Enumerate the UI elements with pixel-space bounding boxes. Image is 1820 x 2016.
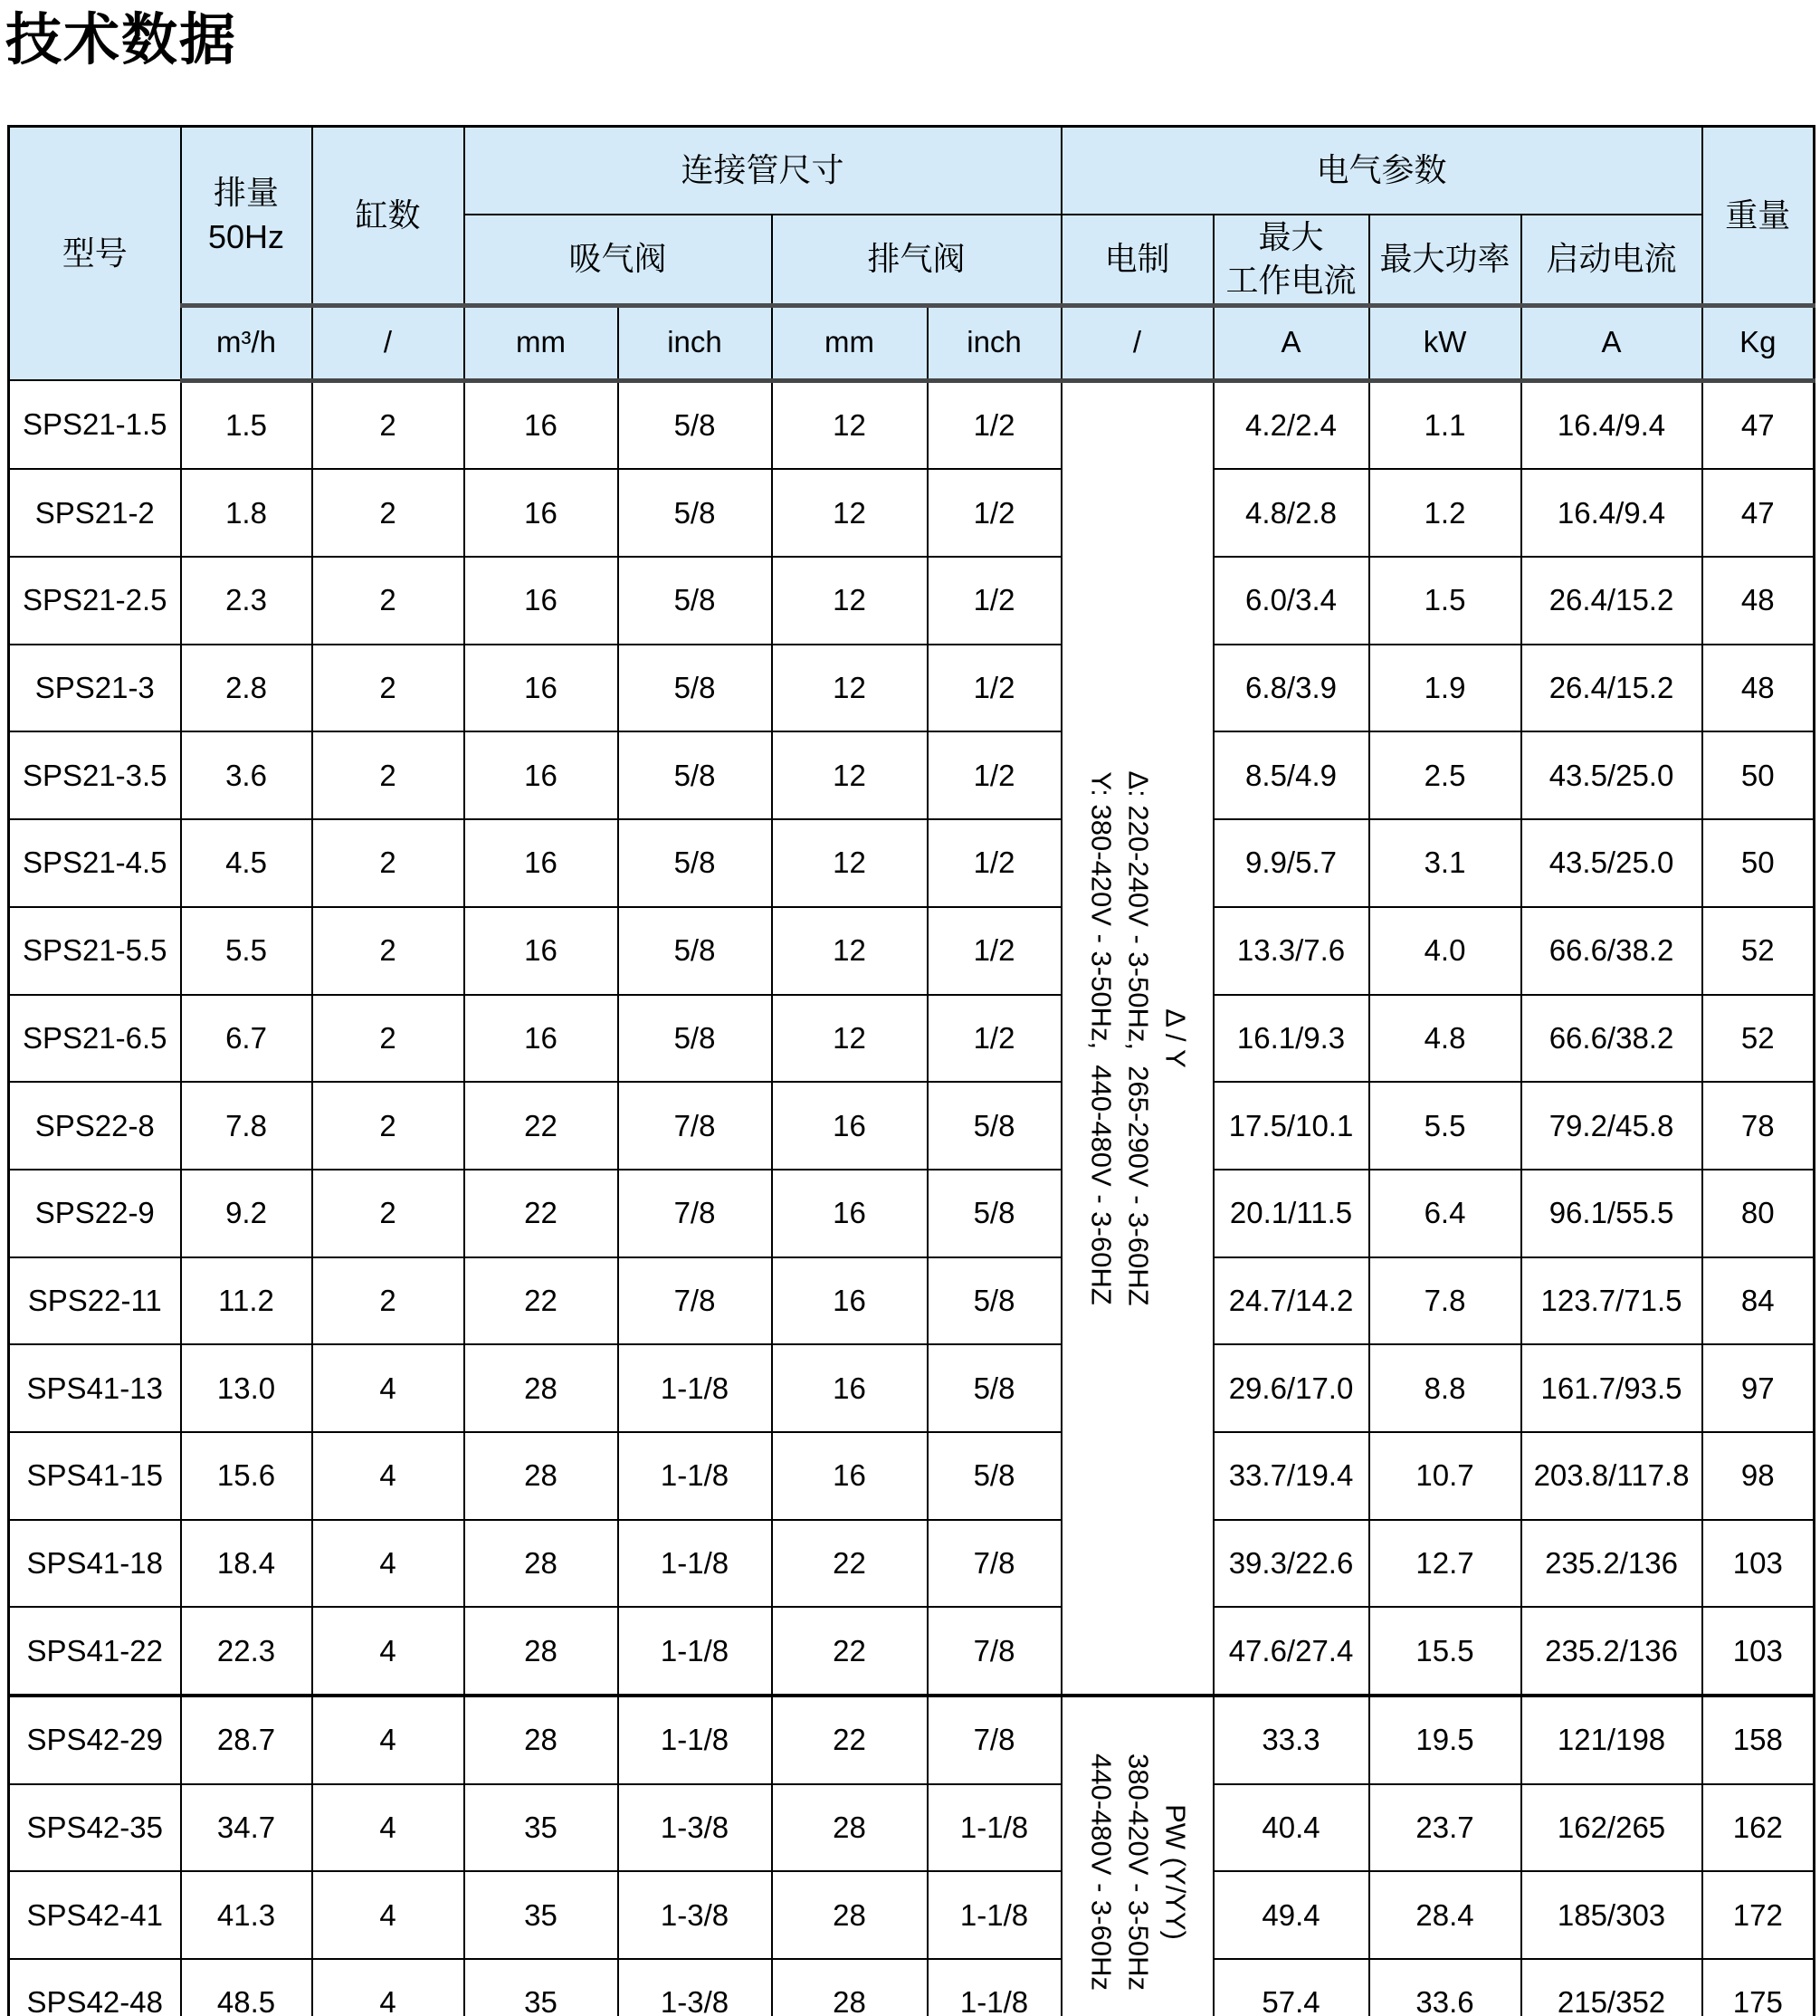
model-cell: SPS42-48 [9, 1959, 181, 2016]
table-cell: 28.7 [181, 1696, 312, 1784]
table-cell: 47 [1702, 469, 1815, 557]
table-cell: 12 [772, 731, 928, 819]
table-cell: 5.5 [181, 907, 312, 995]
table-cell: 12 [772, 645, 928, 732]
table-cell: 16 [464, 645, 618, 732]
model-cell: SPS42-35 [9, 1784, 181, 1872]
table-cell: 103 [1702, 1520, 1815, 1608]
table-cell: 98 [1702, 1432, 1815, 1520]
table-cell: 8.5/4.9 [1214, 731, 1369, 819]
header-weight: 重量 [1702, 127, 1815, 306]
table-cell: 5.5 [1369, 1082, 1521, 1170]
table-cell: 9.2 [181, 1170, 312, 1257]
power-supply-line: Y: 380-420V - 3-50Hz, 440-480V - 3-60HZ [1085, 771, 1118, 1305]
table-row [9, 995, 1815, 1083]
table-cell: 96.1/55.5 [1521, 1170, 1702, 1257]
table-cell: 7.8 [1369, 1257, 1521, 1345]
table-cell: 18.4 [181, 1520, 312, 1608]
table-cell: 13.3/7.6 [1214, 907, 1369, 995]
table-cell: 172 [1702, 1871, 1815, 1959]
power-supply-line: 440-480V - 3-60Hz [1085, 1753, 1118, 1991]
table-cell: 28 [464, 1696, 618, 1784]
table-cell: 5/8 [618, 557, 772, 645]
table-cell: 5/8 [618, 469, 772, 557]
table-cell: 19.5 [1369, 1696, 1521, 1784]
table-cell: 5/8 [928, 1257, 1062, 1345]
table-cell: 16 [464, 731, 618, 819]
table-cell: 16 [464, 557, 618, 645]
table-cell: 4 [312, 1871, 464, 1959]
model-cell: SPS21-1.5 [9, 380, 181, 469]
table-row [9, 645, 1815, 732]
header-start-current: 启动电流 [1521, 215, 1702, 306]
table-cell: 22 [772, 1696, 928, 1784]
table-cell: 50 [1702, 819, 1815, 907]
header-max-current-line2: 工作电流 [1225, 262, 1357, 300]
table-cell: 2 [312, 1170, 464, 1257]
table-cell: 4.8/2.8 [1214, 469, 1369, 557]
table-cell: 2 [312, 469, 464, 557]
table-cell: 2 [312, 557, 464, 645]
table-cell: 4.5 [181, 819, 312, 907]
table-cell: 28 [772, 1784, 928, 1872]
unit-discharge-mm: mm [772, 305, 928, 380]
table-cell: 2.5 [1369, 731, 1521, 819]
table-cell: 1-3/8 [618, 1871, 772, 1959]
table-cell: 12 [772, 907, 928, 995]
table-cell: 97 [1702, 1344, 1815, 1432]
header-max-current [1214, 215, 1369, 306]
table-cell: 16 [464, 907, 618, 995]
table-cell: 49.4 [1214, 1871, 1369, 1959]
table-cell: 6.8/3.9 [1214, 645, 1369, 732]
table-cell: 26.4/15.2 [1521, 557, 1702, 645]
model-cell: SPS21-2.5 [9, 557, 181, 645]
model-cell: SPS21-2 [9, 469, 181, 557]
table-cell: 16.4/9.4 [1521, 380, 1702, 469]
table-cell: 7/8 [928, 1520, 1062, 1608]
table-cell: 12 [772, 469, 928, 557]
table-cell: 28 [464, 1344, 618, 1432]
model-cell: SPS42-41 [9, 1871, 181, 1959]
table-cell: 39.3/22.6 [1214, 1520, 1369, 1608]
table-cell: 4 [312, 1607, 464, 1696]
table-cell: 48.5 [181, 1959, 312, 2016]
model-cell: SPS21-3 [9, 645, 181, 732]
unit-max-current: A [1214, 305, 1369, 380]
power-supply-rotated-text [1082, 770, 1193, 1305]
table-cell: 162/265 [1521, 1784, 1702, 1872]
table-cell: 28.4 [1369, 1871, 1521, 1959]
table-cell: 20.1/11.5 [1214, 1170, 1369, 1257]
power-supply-cell [1062, 1696, 1214, 2016]
table-cell: 33.3 [1214, 1696, 1369, 1784]
table-cell: 1-3/8 [618, 1784, 772, 1872]
table-cell: 1.5 [181, 380, 312, 469]
model-cell: SPS41-13 [9, 1344, 181, 1432]
table-cell: 41.3 [181, 1871, 312, 1959]
table-cell: 162 [1702, 1784, 1815, 1872]
power-supply-rotated-text [1082, 1753, 1193, 1991]
table-cell: 22 [772, 1607, 928, 1696]
table-row [9, 1784, 1815, 1872]
table-cell: 5/8 [928, 1432, 1062, 1520]
table-cell: 4 [312, 1696, 464, 1784]
table-cell: 1-1/8 [928, 1784, 1062, 1872]
table-cell: 1-1/8 [618, 1607, 772, 1696]
header-model: 型号 [9, 127, 181, 381]
table-row [9, 1959, 1815, 2016]
unit-start-current: A [1521, 305, 1702, 380]
table-cell: 23.7 [1369, 1784, 1521, 1872]
table-row [9, 1257, 1815, 1345]
table-cell: 28 [464, 1607, 618, 1696]
table-cell: 1.8 [181, 469, 312, 557]
table-cell: 121/198 [1521, 1696, 1702, 1784]
table-row [9, 1871, 1815, 1959]
table-cell: 1.2 [1369, 469, 1521, 557]
table-cell: 1.1 [1369, 380, 1521, 469]
header-displacement [181, 127, 312, 306]
table-cell: 28 [464, 1432, 618, 1520]
unit-power-supply: / [1062, 305, 1214, 380]
table-row [9, 819, 1815, 907]
model-cell: SPS21-3.5 [9, 731, 181, 819]
table-cell: 4 [312, 1432, 464, 1520]
table-cell: 1/2 [928, 469, 1062, 557]
table-cell: 78 [1702, 1082, 1815, 1170]
table-cell: 28 [464, 1520, 618, 1608]
table-cell: 5/8 [618, 907, 772, 995]
table-cell: 1-1/8 [618, 1344, 772, 1432]
table-cell: 5/8 [618, 995, 772, 1083]
table-cell: 47.6/27.4 [1214, 1607, 1369, 1696]
table-cell: 3.1 [1369, 819, 1521, 907]
table-cell: 1/2 [928, 819, 1062, 907]
table-cell: 5/8 [618, 731, 772, 819]
header-row-units [9, 305, 1815, 380]
model-cell: SPS42-29 [9, 1696, 181, 1784]
table-cell: 22 [464, 1257, 618, 1345]
header-pipe-group: 连接管尺寸 [464, 127, 1062, 215]
power-supply-line: PW (Y/YY) [1158, 1803, 1191, 1940]
table-header [9, 127, 1815, 381]
table-cell: 1/2 [928, 731, 1062, 819]
table-cell: 8.8 [1369, 1344, 1521, 1432]
table-cell: 29.6/17.0 [1214, 1344, 1369, 1432]
header-max-current-line1: 最大 [1258, 217, 1324, 255]
table-cell: 1/2 [928, 645, 1062, 732]
table-cell: 35 [464, 1871, 618, 1959]
table-cell: 6.0/3.4 [1214, 557, 1369, 645]
table-row [9, 1607, 1815, 1696]
unit-weight: Kg [1702, 305, 1815, 380]
table-cell: 16 [772, 1344, 928, 1432]
table-cell: 15.6 [181, 1432, 312, 1520]
table-cell: 7/8 [928, 1607, 1062, 1696]
table-cell: 1-1/8 [618, 1520, 772, 1608]
table-cell: 48 [1702, 645, 1815, 732]
table-cell: 161.7/93.5 [1521, 1344, 1702, 1432]
table-cell: 1/2 [928, 380, 1062, 469]
table-cell: 7/8 [618, 1082, 772, 1170]
table-cell: 66.6/38.2 [1521, 995, 1702, 1083]
header-row-groups [9, 127, 1815, 215]
table-cell: 57.4 [1214, 1959, 1369, 2016]
model-cell: SPS41-18 [9, 1520, 181, 1608]
table-row [9, 1082, 1815, 1170]
table-cell: 235.2/136 [1521, 1520, 1702, 1608]
table-cell: 5/8 [618, 645, 772, 732]
table-cell: 16.1/9.3 [1214, 995, 1369, 1083]
unit-cylinders: / [312, 305, 464, 380]
model-cell: SPS21-6.5 [9, 995, 181, 1083]
table-cell: 4 [312, 1784, 464, 1872]
table-cell: 2.3 [181, 557, 312, 645]
header-discharge-valve: 排气阀 [772, 215, 1062, 306]
table-cell: 7/8 [618, 1257, 772, 1345]
table-row [9, 1520, 1815, 1608]
table-cell: 1/2 [928, 557, 1062, 645]
model-cell: SPS41-22 [9, 1607, 181, 1696]
table-cell: 5/8 [928, 1082, 1062, 1170]
table-cell: 28 [772, 1871, 928, 1959]
power-supply-line: Δ / Y [1158, 1008, 1191, 1068]
table-cell: 35 [464, 1959, 618, 2016]
table-cell: 5/8 [928, 1344, 1062, 1432]
table-cell: 203.8/117.8 [1521, 1432, 1702, 1520]
table-cell: 2 [312, 819, 464, 907]
table-cell: 5/8 [618, 819, 772, 907]
header-max-power: 最大功率 [1369, 215, 1521, 306]
table-cell: 1-1/8 [618, 1696, 772, 1784]
table-cell: 3.6 [181, 731, 312, 819]
table-cell: 103 [1702, 1607, 1815, 1696]
table-cell: 15.5 [1369, 1607, 1521, 1696]
table-cell: 16 [464, 380, 618, 469]
table-cell: 1/2 [928, 995, 1062, 1083]
table-cell: 11.2 [181, 1257, 312, 1345]
table-cell: 123.7/71.5 [1521, 1257, 1702, 1345]
table-cell: 1-3/8 [618, 1959, 772, 2016]
table-cell: 10.7 [1369, 1432, 1521, 1520]
table-cell: 16 [464, 819, 618, 907]
table-cell: 5/8 [928, 1170, 1062, 1257]
table-cell: 4 [312, 1344, 464, 1432]
table-body [9, 380, 1815, 2016]
table-cell: 22 [464, 1082, 618, 1170]
table-cell: 22.3 [181, 1607, 312, 1696]
table-row [9, 1344, 1815, 1432]
table-cell: 47 [1702, 380, 1815, 469]
page-title: 技术数据 [5, 9, 238, 72]
table-cell: 16 [464, 469, 618, 557]
table-cell: 2 [312, 995, 464, 1083]
table-cell: 48 [1702, 557, 1815, 645]
table-cell: 4 [312, 1959, 464, 2016]
table-cell: 5/8 [618, 380, 772, 469]
header-displacement-line1: 排量 [213, 174, 279, 212]
table-cell: 1.9 [1369, 645, 1521, 732]
table-cell: 158 [1702, 1696, 1815, 1784]
table-cell: 7/8 [928, 1696, 1062, 1784]
table-cell: 79.2/45.8 [1521, 1082, 1702, 1170]
table-cell: 33.7/19.4 [1214, 1432, 1369, 1520]
table-cell: 2 [312, 1257, 464, 1345]
table-cell: 16 [464, 995, 618, 1083]
table-cell: 1-1/8 [928, 1871, 1062, 1959]
table-cell: 6.7 [181, 995, 312, 1083]
table-cell: 175 [1702, 1959, 1815, 2016]
table-cell: 2 [312, 731, 464, 819]
unit-suction-inch: inch [618, 305, 772, 380]
table-cell: 12.7 [1369, 1520, 1521, 1608]
table-cell: 28 [772, 1959, 928, 2016]
table-row [9, 557, 1815, 645]
table-cell: 16 [772, 1082, 928, 1170]
unit-displacement: m³/h [181, 305, 312, 380]
table-cell: 4.0 [1369, 907, 1521, 995]
header-displacement-line2: 50Hz [207, 217, 285, 255]
table-cell: 16 [772, 1257, 928, 1345]
table-row [9, 731, 1815, 819]
table-cell: 215/352 [1521, 1959, 1702, 2016]
power-supply-line: Δ: 220-240V - 3-50Hz, 265-290V - 3-60HZ [1121, 770, 1154, 1306]
table-cell: 52 [1702, 995, 1815, 1083]
table-cell: 7/8 [618, 1170, 772, 1257]
table-cell: 33.6 [1369, 1959, 1521, 2016]
table-cell: 1.5 [1369, 557, 1521, 645]
table-cell: 2 [312, 645, 464, 732]
table-cell: 16 [772, 1432, 928, 1520]
table-cell: 2 [312, 1082, 464, 1170]
table-cell: 43.5/25.0 [1521, 731, 1702, 819]
table-cell: 66.6/38.2 [1521, 907, 1702, 995]
table-cell: 17.5/10.1 [1214, 1082, 1369, 1170]
table-cell: 12 [772, 380, 928, 469]
power-supply-line: 380-420V - 3-50Hz [1121, 1753, 1154, 1991]
table-cell: 12 [772, 557, 928, 645]
table-row [9, 469, 1815, 557]
unit-max-power: kW [1369, 305, 1521, 380]
table-cell: 4 [312, 1520, 464, 1608]
table-cell: 13.0 [181, 1344, 312, 1432]
table-cell: 26.4/15.2 [1521, 645, 1702, 732]
table-cell: 22 [464, 1170, 618, 1257]
power-supply-cell [1062, 380, 1214, 1696]
table-cell: 52 [1702, 907, 1815, 995]
table-cell: 34.7 [181, 1784, 312, 1872]
table-cell: 16.4/9.4 [1521, 469, 1702, 557]
table-cell: 43.5/25.0 [1521, 819, 1702, 907]
table-cell: 16 [772, 1170, 928, 1257]
table-cell: 9.9/5.7 [1214, 819, 1369, 907]
header-electrical-group: 电气参数 [1062, 127, 1702, 215]
table-cell: 1-1/8 [928, 1959, 1062, 2016]
table-cell: 185/303 [1521, 1871, 1702, 1959]
table-row [9, 1696, 1815, 1784]
header-suction-valve: 吸气阀 [464, 215, 772, 306]
model-cell: SPS22-9 [9, 1170, 181, 1257]
table-cell: 2.8 [181, 645, 312, 732]
table-cell: 4.8 [1369, 995, 1521, 1083]
model-cell: SPS21-4.5 [9, 819, 181, 907]
model-cell: SPS22-11 [9, 1257, 181, 1345]
table-cell: 7.8 [181, 1082, 312, 1170]
unit-suction-mm: mm [464, 305, 618, 380]
table-cell: 84 [1702, 1257, 1815, 1345]
table-cell: 24.7/14.2 [1214, 1257, 1369, 1345]
table-cell: 4.2/2.4 [1214, 380, 1369, 469]
table-cell: 22 [772, 1520, 928, 1608]
table-cell: 2 [312, 907, 464, 995]
table-cell: 12 [772, 819, 928, 907]
table-cell: 6.4 [1369, 1170, 1521, 1257]
table-cell: 50 [1702, 731, 1815, 819]
table-cell: 80 [1702, 1170, 1815, 1257]
model-cell: SPS21-5.5 [9, 907, 181, 995]
table-row [9, 380, 1815, 469]
table-row [9, 907, 1815, 995]
unit-discharge-inch: inch [928, 305, 1062, 380]
header-cylinders: 缸数 [312, 127, 464, 306]
table-cell: 2 [312, 380, 464, 469]
model-cell: SPS22-8 [9, 1082, 181, 1170]
table-cell: 12 [772, 995, 928, 1083]
table-cell: 35 [464, 1784, 618, 1872]
spec-table [7, 125, 1815, 2016]
model-cell: SPS41-15 [9, 1432, 181, 1520]
header-power-supply: 电制 [1062, 215, 1214, 306]
table-row [9, 1432, 1815, 1520]
table-cell: 235.2/136 [1521, 1607, 1702, 1696]
table-row [9, 1170, 1815, 1257]
table-cell: 1-1/8 [618, 1432, 772, 1520]
table-cell: 1/2 [928, 907, 1062, 995]
table-cell: 40.4 [1214, 1784, 1369, 1872]
